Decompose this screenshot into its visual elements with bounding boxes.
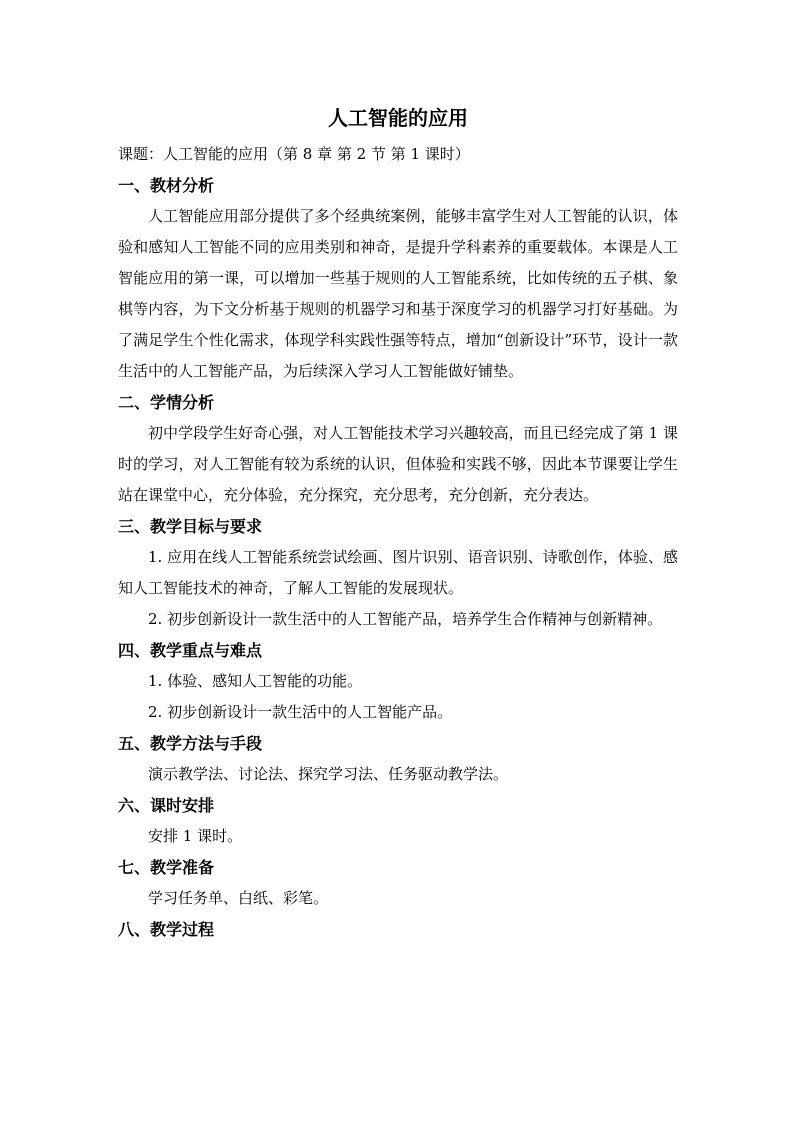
section-paragraph: 1. 应用在线人工智能系统尝试绘画、图片识别、语音识别、诗歌创作，体验、感知人工智能技术的神奇，了解人工智能的发展现状。 <box>118 548 678 597</box>
section-paragraph: 演示教学法、讨论法、探究学习法、任务驱动教学法。 <box>148 765 509 783</box>
section-paragraph: 1. 体验、感知人工智能的功能。 <box>148 672 363 690</box>
section-paragraph: 学习任务单、白纸、彩笔。 <box>148 889 329 907</box>
section-paragraph: 2. 初步创新设计一款生活中的人工智能产品，培养学生合作精神与创新精神。 <box>148 610 663 628</box>
section-schedule <box>118 790 678 852</box>
section-paragraph: 2. 初步创新设计一款生活中的人工智能产品。 <box>148 703 453 721</box>
section-textbook-analysis <box>118 170 678 387</box>
document-body <box>118 103 678 945</box>
section-teaching-process <box>118 914 678 945</box>
section-teaching-goals <box>118 511 678 635</box>
section-heading: 四、教学重点与难点 <box>118 641 263 660</box>
section-heading: 六、课时安排 <box>118 796 215 815</box>
section-student-analysis <box>118 387 678 511</box>
section-heading: 三、教学目标与要求 <box>118 517 263 536</box>
section-teaching-methods <box>118 728 678 790</box>
section-heading: 七、教学准备 <box>118 858 215 877</box>
document-title: 人工智能的应用 <box>328 106 468 130</box>
section-heading: 五、教学方法与手段 <box>118 734 263 753</box>
section-preparation <box>118 852 678 914</box>
section-heading: 八、教学过程 <box>118 920 215 939</box>
section-heading: 二、学情分析 <box>118 393 215 412</box>
section-key-points <box>118 635 678 728</box>
subject-line: 课题：人工智能的应用（第 8 章 第 2 节 第 1 课时） <box>118 145 470 163</box>
section-heading: 一、教材分析 <box>118 176 215 195</box>
section-paragraph: 安排 1 课时。 <box>148 827 243 845</box>
section-paragraph: 初中学段学生好奇心强，对人工智能技术学习兴趣较高，而且已经完成了第 1 课时的学习，对人工智能有较为系统的认识，但体验和实践不够，因此本节课要让学生站在课堂中心，充分体验，充分探究，充分思考，充分创新，充分表达。 <box>118 424 678 504</box>
section-paragraph: 人工智能应用部分提供了多个经典统案例，能够丰富学生对人工智能的认识，体验和感知人工智能不同的应用类别和神奇，是提升学科素养的重要载体。本课是人工智能应用的第一课，可以增加一些基于规则的人工智能系统，比如传统的五子棋、象棋等内容，为下文分析基于规则的机器学习和基于深度学习的机器学习打好基础。为了满足学生个性化需求，体现学科实践性强等特点，增加“创新设计”环节，设计一款生活中的人工智能产品，为后续深入学习人工智能做好铺垫。 <box>118 207 678 380</box>
